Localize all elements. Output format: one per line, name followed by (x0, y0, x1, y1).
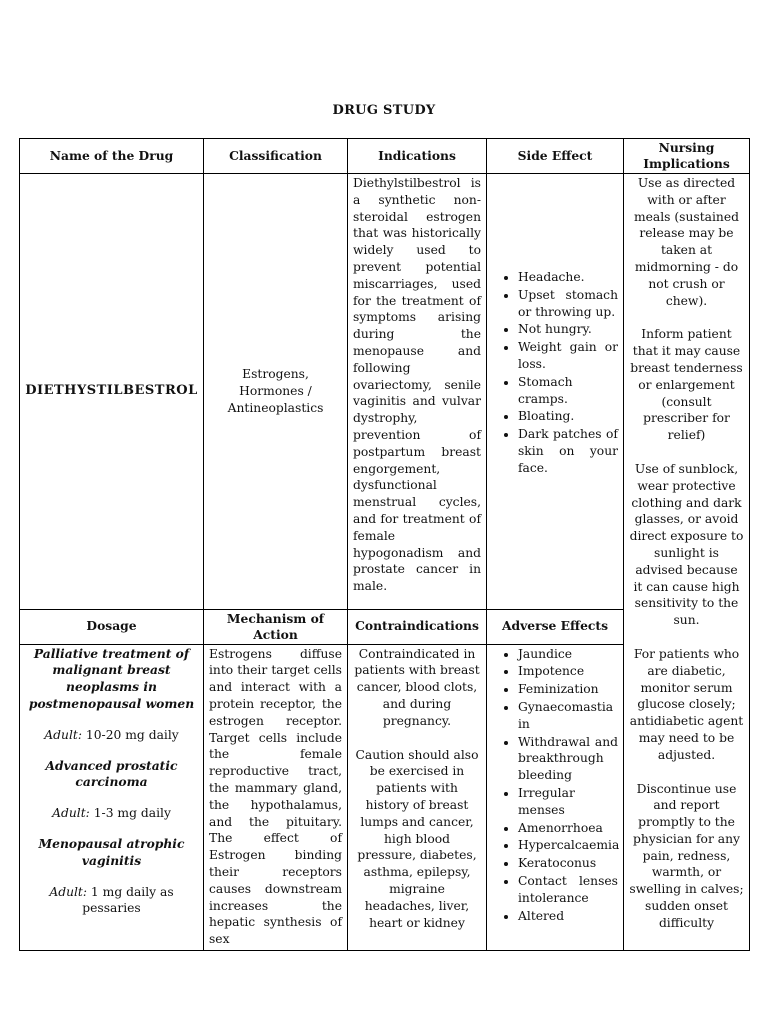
adverse-effects-cell (487, 644, 624, 950)
nursing-implication-paragraph: For patients who are diabetic, monitor serum glucose closely; antidiabetic agent may need to be adjusted. (629, 646, 744, 762)
dosage-label: Adult: (44, 727, 82, 742)
side-effect-item: • Stomach cramps. (518, 374, 618, 408)
side-effect-list (492, 269, 618, 477)
header-side-effect: Side Effect (487, 139, 624, 174)
dosage-heading: Advanced prostatic carcinoma (45, 757, 178, 790)
header-contraindications: Contraindications (348, 609, 487, 644)
adverse-effect-item: • Contact lenses intolerance (518, 873, 618, 907)
dosage-value-line (25, 884, 198, 918)
header-adverse-effects: Adverse Effects (487, 609, 624, 644)
drug-row (20, 174, 750, 610)
dosage-value: 1 mg daily as pessaries (82, 884, 174, 916)
adverse-effects-list (492, 646, 618, 925)
adverse-effect-item: • Irregular menses (518, 785, 618, 819)
dosage-value: 1-3 mg daily (89, 806, 171, 821)
adverse-effect-item: • Withdrawal and breakthrough bleeding (518, 734, 618, 784)
page-title: DRUG STUDY (332, 103, 436, 118)
dosage-value-line (25, 805, 198, 822)
contraindication-paragraph: Contraindicated in patients with breast cancer, blood clots, and during pregnancy. (354, 646, 480, 728)
header-name-of-drug: Name of the Drug (20, 139, 204, 174)
side-effect-item: • Bloating. (518, 408, 618, 425)
mechanism-cell: Estrogens diffuse into their target cells and interact with a protein receptor, the estrogen receptor. Target cells include the female reproductive tract, the mammary gland, the hypothalamus, and the pituitary. The effect of Estrogen binding their receptors causes downstream increases the hepatic synthesis of sex (204, 644, 348, 950)
nursing-implications-cell (624, 174, 750, 951)
dosage-value: 10-20 mg daily (81, 727, 179, 742)
adverse-effect-item: • Amenorrhoea (518, 820, 618, 837)
header-mechanism-of-action: Mechanism of Action (204, 609, 348, 644)
adverse-effect-item: • Hypercalcaemia (518, 837, 618, 854)
adverse-effect-item: • Impotence (518, 663, 618, 680)
adverse-effect-item: • Altered (518, 908, 618, 925)
header-dosage: Dosage (20, 609, 204, 644)
header-classification: Classification (204, 139, 348, 174)
drug-name-cell: DIETHYSTILBESTROL (20, 174, 204, 610)
side-effect-item: • Weight gain or loss. (518, 339, 618, 373)
dosage-label: Adult: (52, 806, 90, 821)
adverse-effect-item: • Feminization (518, 681, 618, 698)
dosage-list (25, 646, 198, 918)
header-row-top (20, 139, 750, 174)
dosage-label: Adult: (49, 884, 88, 899)
adverse-effect-item: • Jaundice (518, 646, 618, 663)
dosage-value-line (25, 727, 198, 744)
side-effect-cell (487, 174, 624, 610)
header-nursing-implications: Nursing Implications (624, 139, 750, 174)
classification-cell (204, 174, 348, 610)
adverse-effect-item: • Gynaecomastia in (518, 699, 618, 733)
nursing-implication-paragraph: Use as directed with or after meals (sustained release may be taken at midmorning - do not crush or chew). (633, 176, 740, 308)
contraindications-list (353, 646, 481, 932)
side-effect-item: • Headache. (518, 269, 618, 286)
classification-text: Estrogens, Hormones / Antineoplastics (227, 367, 324, 415)
contraindications-cell (348, 644, 487, 950)
nursing-implication-paragraph: Use of sunblock, wear protective clothing and dark glasses, or avoid direct exposure to sunlight is advised because it can cause high sensitivity to the sun. (629, 461, 744, 628)
dosage-cell (20, 644, 204, 950)
indications-cell: Diethylstilbestrol is a synthetic non-steroidal estrogen that was historically widely used to prevent potential miscarriages, used for the treatment of symptoms arising during the menopause and following ovariectomy, senile vaginitis and vulvar dystrophy, prevention of postpartum breast engorgement, dysfunctional menstrual cycles, and for treatment of female hypogonadism and prostate cancer in male. (348, 174, 487, 610)
nursing-implications-list (629, 175, 744, 932)
dosage-heading: Menopausal atrophic vaginitis (38, 835, 185, 868)
header-indications: Indications (348, 139, 487, 174)
side-effect-item: • Not hungry. (518, 321, 618, 338)
contraindication-paragraph: Caution should also be exercised in patients with history of breast lumps and cancer, high blood pressure, diabetes, asthma, epilepsy, migraine headaches, liver, heart or kidney (355, 747, 479, 930)
adverse-effect-item: • Keratoconus (518, 855, 618, 872)
drug-study-table (19, 138, 750, 951)
dosage-heading: Palliative treatment of malignant breast neoplasms in postmenopausal women (28, 645, 195, 711)
side-effect-item: • Upset stomach or throwing up. (518, 287, 618, 321)
side-effect-item: • Dark patches of skin on your face. (518, 426, 618, 476)
nursing-implication-paragraph: Discontinue use and report promptly to the physician for any pain, redness, warmth, or swelling in calves; sudden onset difficulty (629, 781, 744, 930)
nursing-implication-paragraph: Inform patient that it may cause breast tenderness or enlargement (consult prescriber for relief) (630, 327, 743, 443)
